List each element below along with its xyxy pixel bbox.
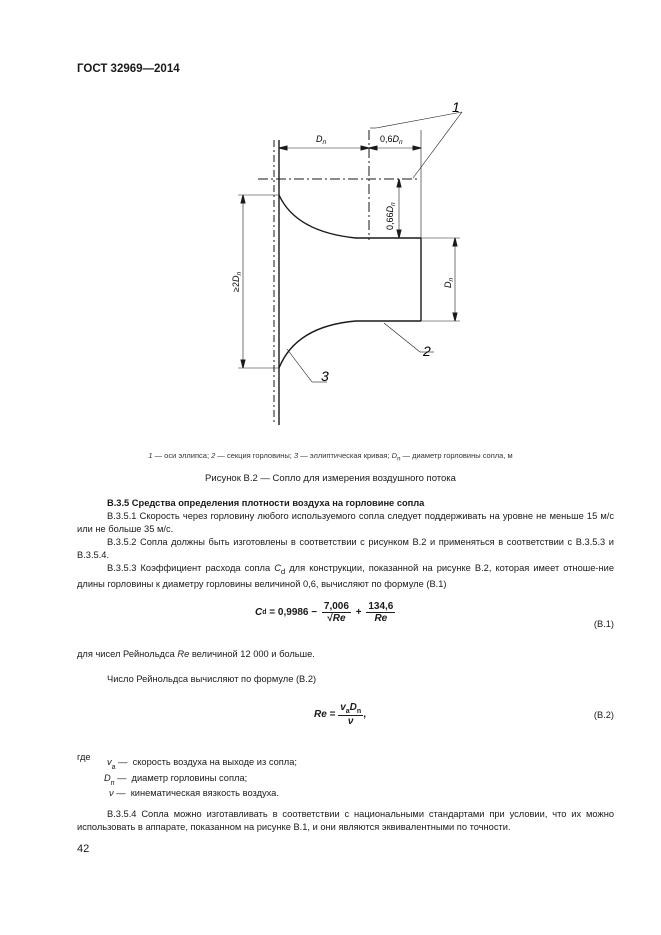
where-word: где <box>77 752 91 762</box>
dim-right-label: $D_п$ <box>443 277 455 288</box>
formula-b1-number: (В.1) <box>593 619 614 629</box>
paragraph-reynolds-range: для чисел Рейнольдса Re величиной 12 000 и больше. <box>77 649 315 659</box>
where-item-nu: ν — кинематическая вязкость воздуха. <box>109 788 279 798</box>
callout-1: 1 <box>452 99 460 115</box>
formula-b2: Re = $v_aD_n$ ν , <box>314 702 366 727</box>
paragraph-reynolds-formula-intro: Число Рейнольдса вычисляют по формуле (В.2) <box>107 674 317 684</box>
bottom-elliptic-curve <box>279 321 421 368</box>
figure-caption: Рисунок В.2 — Сопло для измерения воздушного потока <box>205 473 456 484</box>
callout-2: 2 <box>423 343 431 359</box>
figure-legend: 1 — оси эллипса; 2 — секция горловины; 3 — эллиптическая кривая; $D_п$ — диаметр горловины сопла, м <box>148 451 513 463</box>
paragraph-b354: В.3.5.4 Сопла можно изготавливать в соответствии с национальными стандартами при условии, что их можно использовать в аппарате, показанном на рисунке В.1, и они являются эквивалентными по точности. <box>77 809 614 832</box>
document-header: ГОСТ 32969—2014 <box>77 63 180 75</box>
where-item-va: $v_a$ — скорость воздуха на выходе из сопла; <box>107 757 297 772</box>
nozzle-drawing <box>0 0 661 450</box>
dim-vertical-small-label: $0,66D_п$ <box>385 202 397 230</box>
paragraph-b353: В.3.5.3 Коэффициент расхода сопла $C_d$ для конструкции, показанной на рисунке В.2, которая имеет отноше-ние длины горловины к диаметру горловины величиной 0,6, вычисляют по формуле (В.1) <box>77 563 615 589</box>
dim-top-left-label: $D_п$ <box>316 134 327 146</box>
section-heading: В.3.5 Средства определения плотности воздуха на горловине сопла <box>107 498 425 508</box>
callout-3: 3 <box>321 368 329 384</box>
paragraph-b352: В.3.5.2 Сопла должны быть изготовлены в соответствии с рисунком В.2 и применяться в соответствии с В.3.5.3 и В.3.5.4. <box>77 537 614 560</box>
page-number: 42 <box>77 843 90 855</box>
paragraph-b351: В.3.5.1 Скорость через горловину любого используемого сопла следует поддерживать на уровне не меньше 15 м/с или не больше 35 м/с. <box>77 511 614 534</box>
where-item-dn: $D_п$ — диаметр горловины сопла; <box>104 773 248 788</box>
dim-top-right-label: $0,6D_п$ <box>380 134 403 146</box>
formula-b1: C d = 0,9986 − $\frac{7,006}{√Re}$ + $\frac{134,6}{Re}$ <box>255 601 394 624</box>
formula-b2-number: (В.2) <box>593 710 614 720</box>
dim-left-label: $\ge 2D_п$ <box>231 271 243 292</box>
